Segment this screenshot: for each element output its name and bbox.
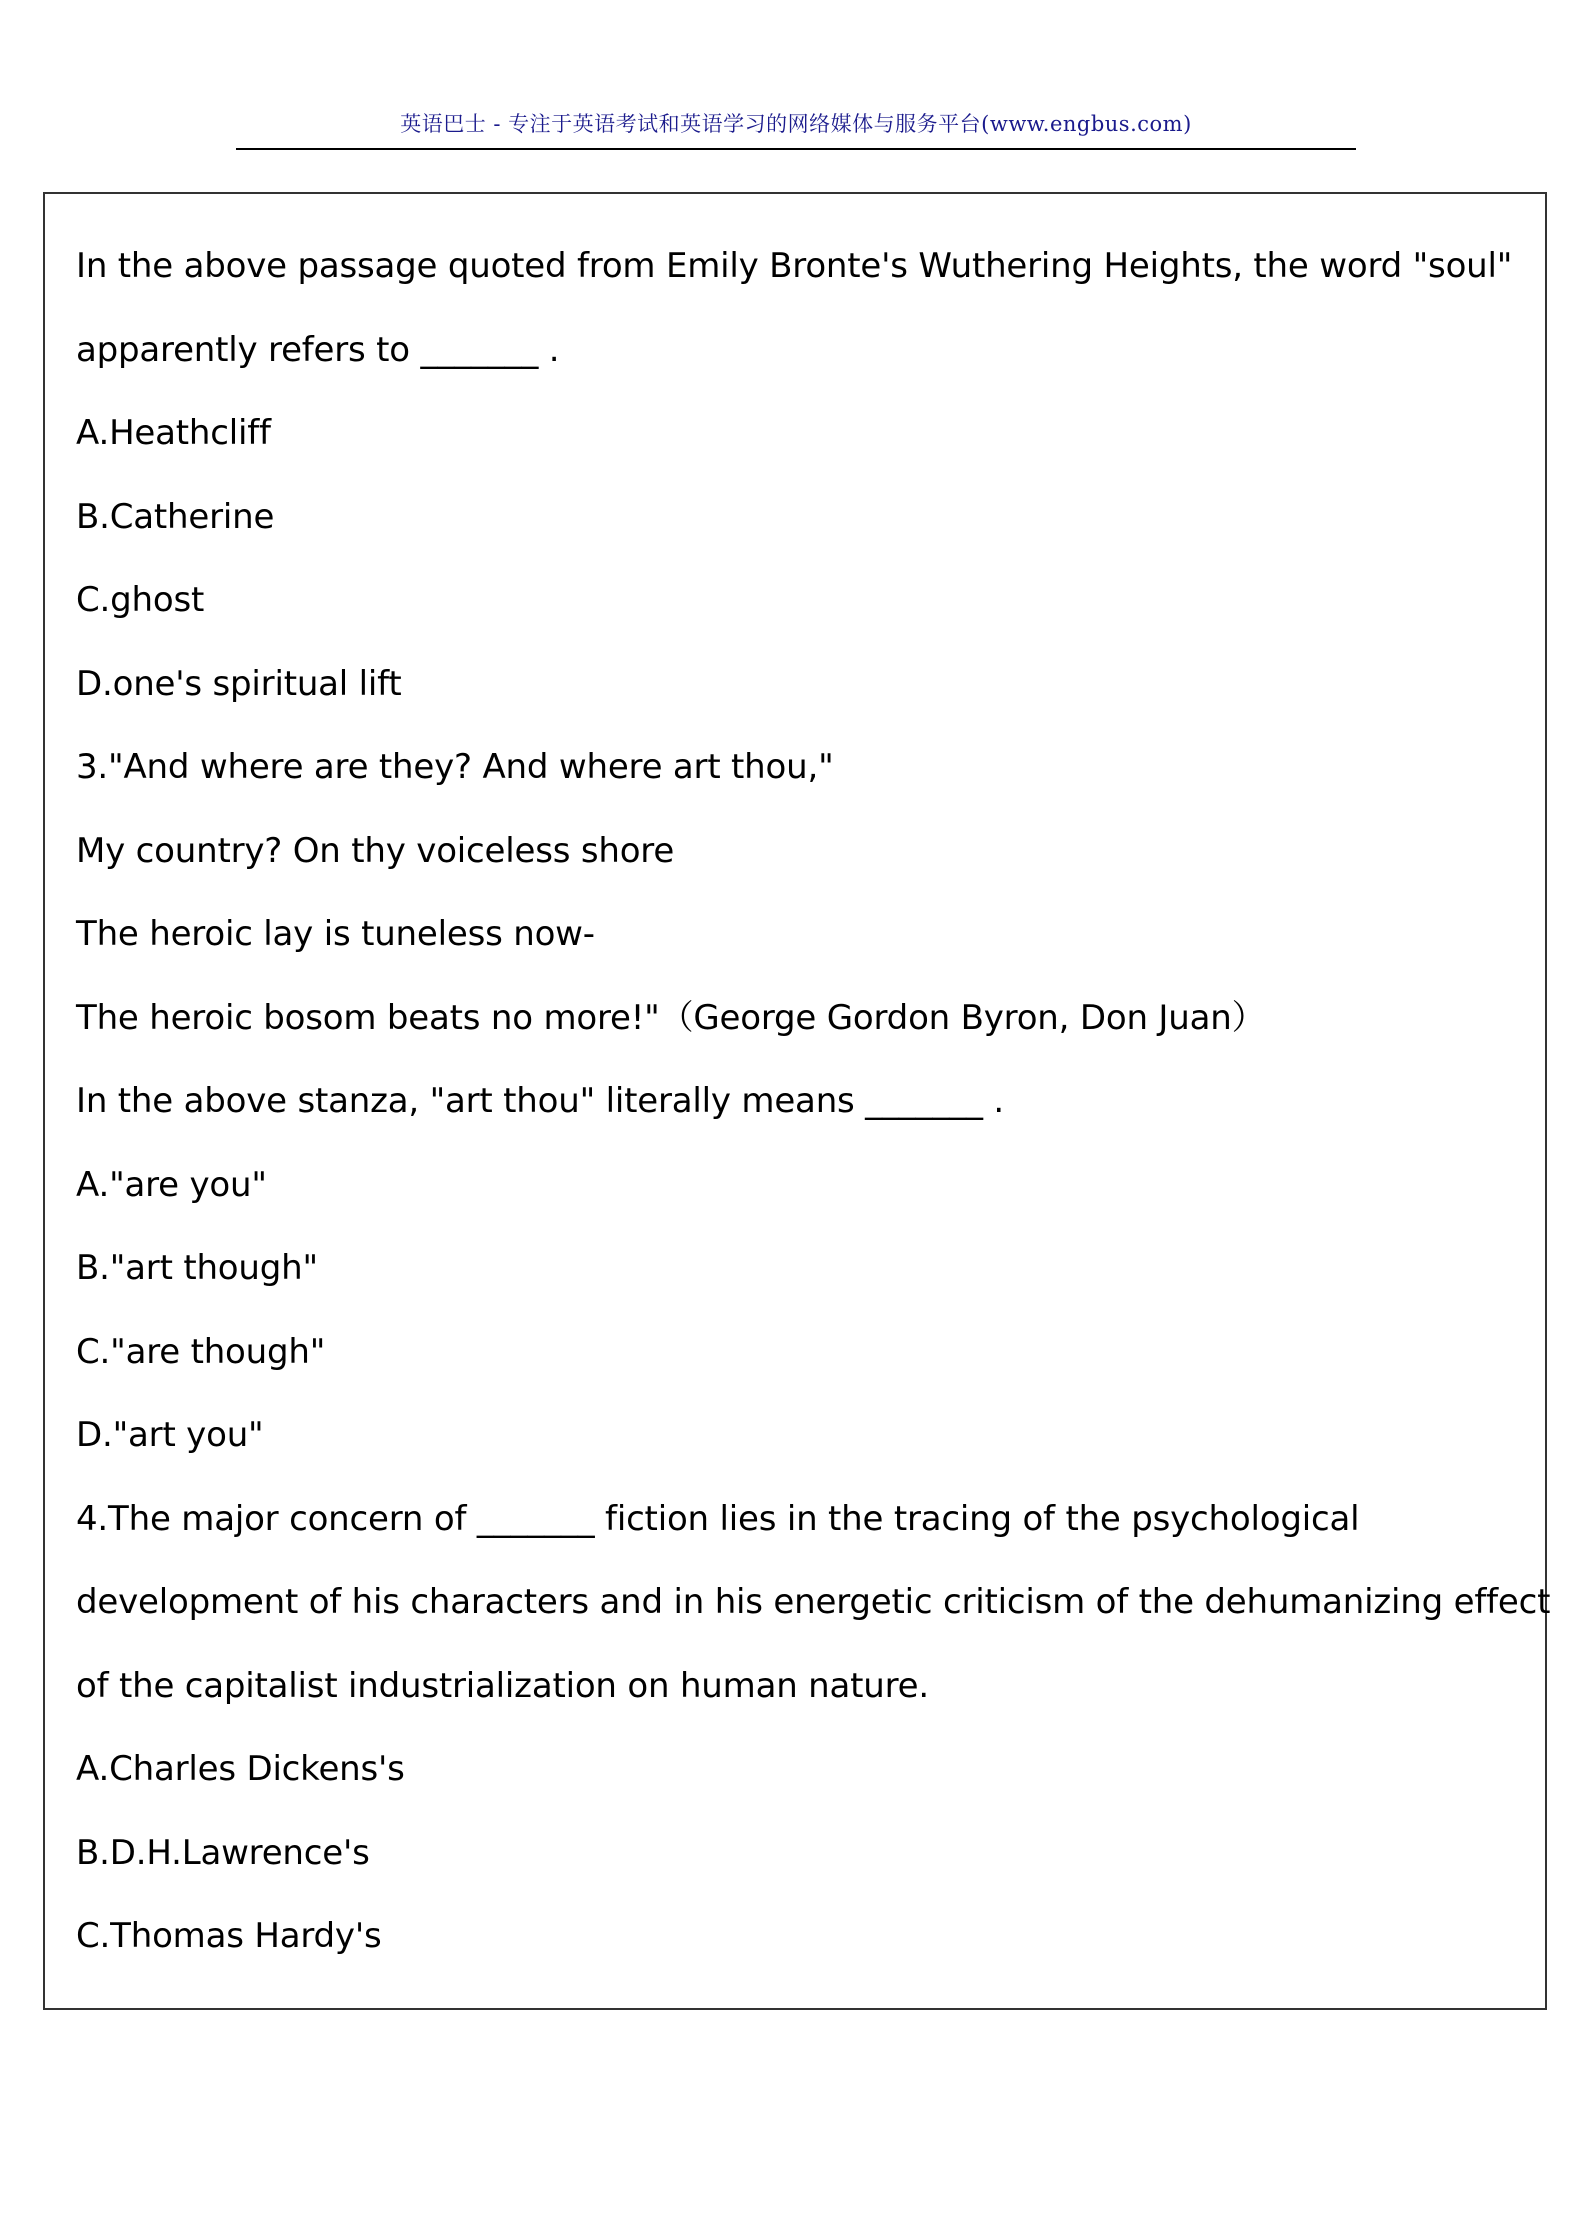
question-3-line: 3."And where are they? And where art thou," <box>76 747 834 787</box>
text-line-passage-question: In the above passage quoted from Emily Bronte's Wuthering Heights, the word "soul" <box>76 246 1513 286</box>
option-line: D."art you" <box>76 1415 264 1455</box>
question-4-line-cont: of the capitalist industrialization on human nature. <box>76 1665 929 1706</box>
option-line: A.Charles Dickens's <box>76 1749 405 1789</box>
option-line: B.Catherine <box>76 496 275 537</box>
option-line: C.ghost <box>76 580 205 620</box>
text-lines <box>76 246 1551 2000</box>
stanza-line: The heroic lay is tuneless now- <box>76 914 595 954</box>
option-line: B."art though" <box>76 1248 318 1288</box>
option-line: A."are you" <box>76 1164 267 1205</box>
header-text: 英语巴士 - 专注于英语考试和英语学习的网络媒体与服务平台(www.engbus.com) <box>400 112 1192 136</box>
text-line-passage-question-cont: apparently refers to _______ . <box>76 329 560 370</box>
question-4-line-cont: development of his characters and in his energetic criticism of the dehumanizing effect <box>76 1582 1551 1622</box>
question-4-line: 4.The major concern of _______ fiction lies in the tracing of the psychological <box>76 1498 1360 1539</box>
option-line: B.D.H.Lawrence's <box>76 1832 370 1873</box>
question-3-prompt: In the above stanza, "art thou" literally means _______ . <box>76 1081 1004 1121</box>
page-header <box>236 110 1356 150</box>
option-line: D.one's spiritual lift <box>76 663 402 704</box>
option-line: C.Thomas Hardy's <box>76 1916 382 1956</box>
option-line: C."are though" <box>76 1331 326 1372</box>
content-box <box>43 192 1551 2010</box>
stanza-line: The heroic bosom beats no more!"（George Gordon Byron, Don Juan） <box>76 997 1266 1038</box>
stanza-line: My country? On thy voiceless shore <box>76 830 675 871</box>
option-line: A.Heathcliff <box>76 413 271 453</box>
